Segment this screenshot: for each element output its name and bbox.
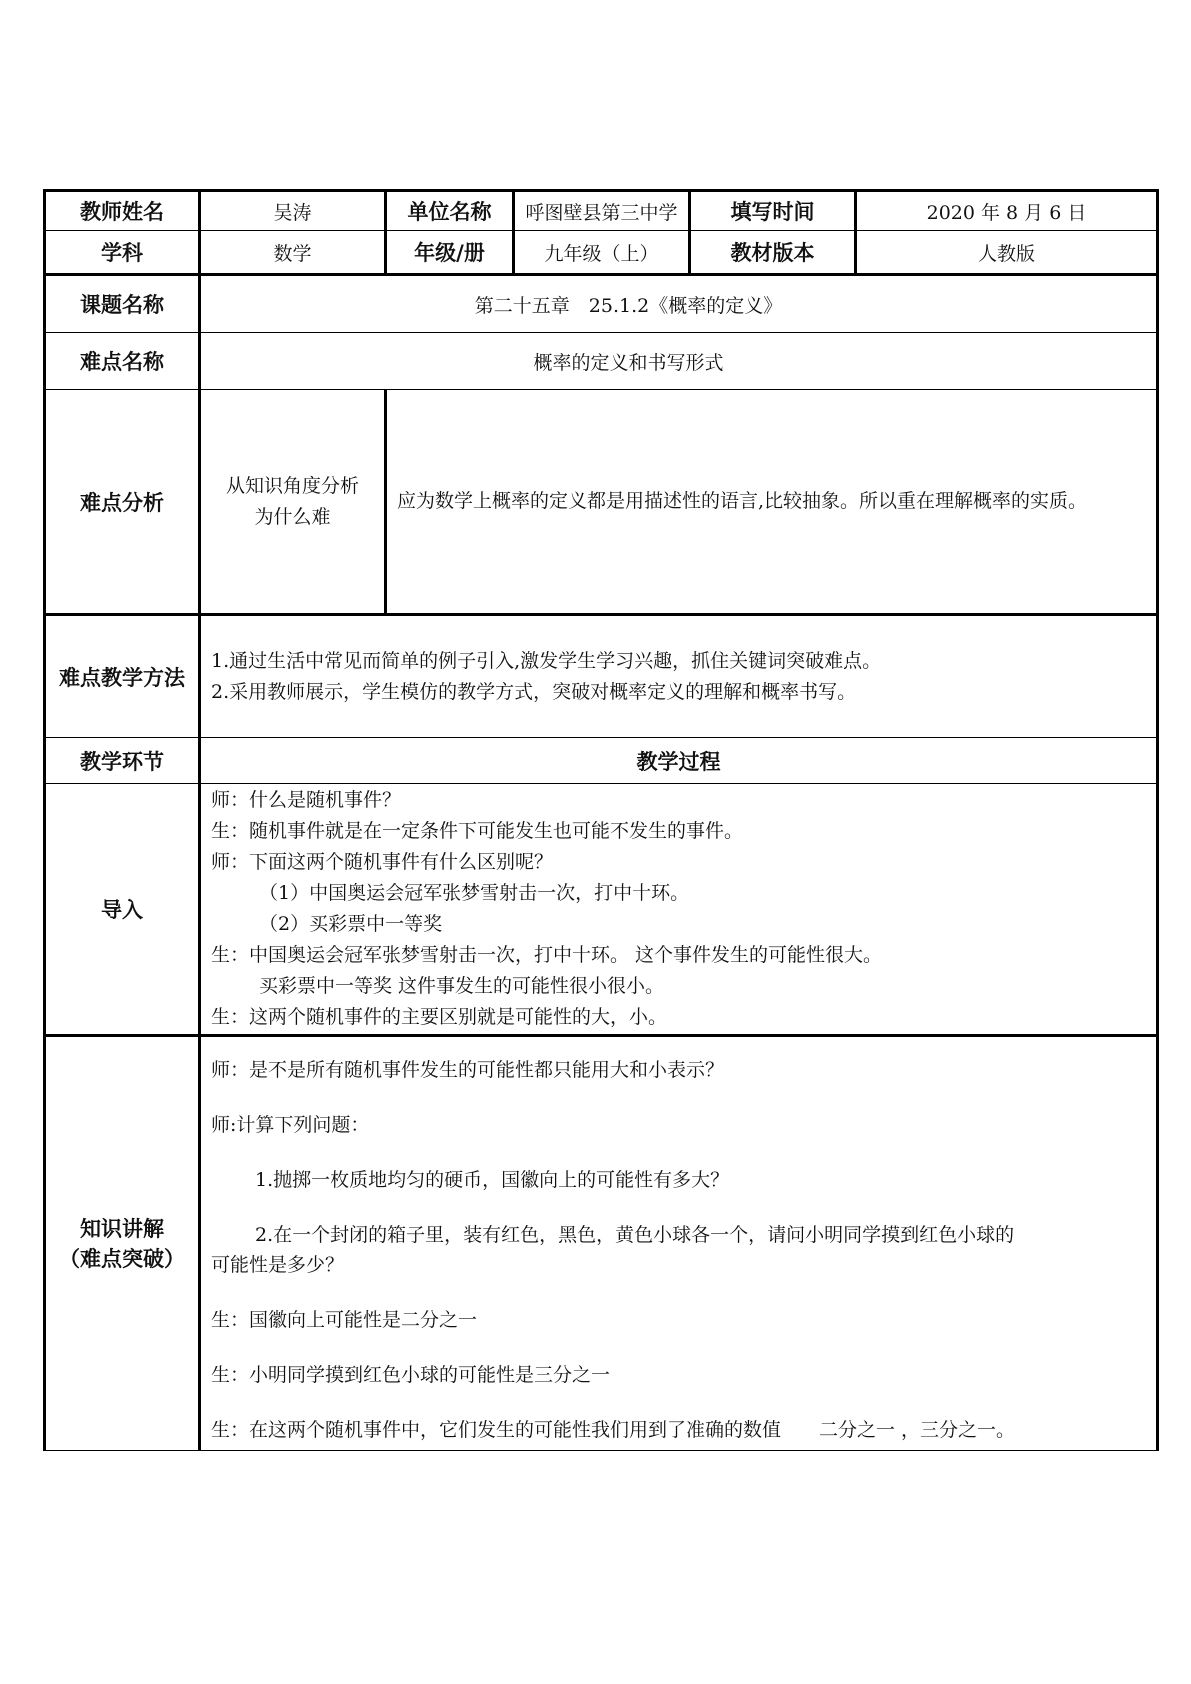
knowledge-line-3: 1.抛掷一枚质地均匀的硬币，国徽向上的可能性有多大？	[255, 1169, 730, 1191]
method-line-1: 1.通过生活中常见而简单的例子引入,激发学生学习兴趣，抓住关键词突破难点。	[211, 649, 882, 672]
unit-value: 呼图壁县第三中学	[514, 191, 690, 231]
intro-content	[200, 784, 1158, 1036]
stage-label: 教学环节	[45, 738, 200, 784]
difficulty-value: 概率的定义和书写形式	[200, 333, 1158, 390]
difficulty-row	[45, 333, 1158, 390]
knowledge-line-2: 师:计算下列问题：	[211, 1114, 370, 1136]
info-row-1	[45, 191, 1158, 231]
unit-label: 单位名称	[386, 191, 514, 231]
knowledge-row	[45, 1036, 1158, 1451]
edition-value: 人教版	[856, 231, 1158, 275]
teacher-label: 教师姓名	[45, 191, 200, 231]
grade-label: 年级/册	[386, 231, 514, 275]
method-line-2: 2.采用教师展示，学生模仿的教学方式，突破对概率定义的理解和概率书写。	[211, 680, 857, 703]
knowledge-content	[200, 1036, 1158, 1451]
analysis-row	[45, 390, 1158, 615]
time-value: 2020 年 8 月 6 日	[856, 191, 1158, 231]
info-row-2	[45, 231, 1158, 275]
process-header-row	[45, 738, 1158, 784]
topic-label: 课题名称	[45, 275, 200, 333]
lesson-plan-table	[43, 189, 1159, 1451]
knowledge-line-5: 可能性是多少？	[211, 1254, 345, 1276]
teacher-value: 吴涛	[200, 191, 386, 231]
method-label: 难点教学方法	[45, 615, 200, 738]
lesson-plan-sheet	[43, 189, 1156, 1451]
process-label: 教学过程	[200, 738, 1158, 784]
knowledge-line-8: 生：在这两个随机事件中，它们发生的可能性我们用到了准确的数值 二分之一 ，三分之一。	[211, 1419, 1016, 1441]
knowledge-label-line-1: 知识讲解	[80, 1216, 164, 1241]
intro-line-4: （1）中国奥运会冠军张梦雪射击一次，打中十环。	[259, 882, 690, 904]
intro-line-5: （2）买彩票中一等奖	[259, 913, 443, 935]
knowledge-label-line-2: （难点突破）	[59, 1246, 185, 1271]
intro-row	[45, 784, 1158, 1036]
knowledge-line-7: 生：小明同学摸到红色小球的可能性是三分之一	[211, 1364, 611, 1386]
analysis-label: 难点分析	[45, 390, 200, 615]
time-label: 填写时间	[690, 191, 856, 231]
analysis-sub-label: 从知识角度分析为什么难	[200, 390, 386, 615]
intro-line-7: 买彩票中一等奖 这件事发生的可能性很小很小。	[259, 975, 665, 997]
knowledge-line-4: 2.在一个封闭的箱子里，装有红色，黑色，黄色小球各一个，请问小明同学摸到红色小球的	[255, 1224, 1015, 1246]
analysis-value: 应为数学上概率的定义都是用描述性的语言,比较抽象。所以重在理解概率的实质。	[386, 390, 1158, 615]
intro-line-3: 师：下面这两个随机事件有什么区别呢？	[211, 851, 554, 873]
subject-value: 数学	[200, 231, 386, 275]
knowledge-line-6: 生：国徽向上可能性是二分之一	[211, 1309, 478, 1331]
method-row	[45, 615, 1158, 738]
method-content	[200, 615, 1158, 738]
intro-line-8: 生：这两个随机事件的主要区别就是可能性的大，小。	[211, 1006, 668, 1028]
intro-line-6: 生：中国奥运会冠军张梦雪射击一次，打中十环。 这个事件发生的可能性很大。	[211, 944, 883, 966]
edition-label: 教材版本	[690, 231, 856, 275]
intro-line-1: 师：什么是随机事件？	[211, 789, 402, 811]
intro-line-2: 生：随机事件就是在一定条件下可能发生也可能不发生的事件。	[211, 820, 744, 842]
knowledge-line-1: 师：是不是所有随机事件发生的可能性都只能用大和小表示？	[211, 1059, 725, 1081]
topic-row	[45, 275, 1158, 333]
intro-label: 导入	[45, 784, 200, 1036]
subject-label: 学科	[45, 231, 200, 275]
topic-value: 第二十五章 25.1.2《概率的定义》	[200, 275, 1158, 333]
knowledge-label	[45, 1036, 200, 1451]
difficulty-label: 难点名称	[45, 333, 200, 390]
grade-value: 九年级（上）	[514, 231, 690, 275]
